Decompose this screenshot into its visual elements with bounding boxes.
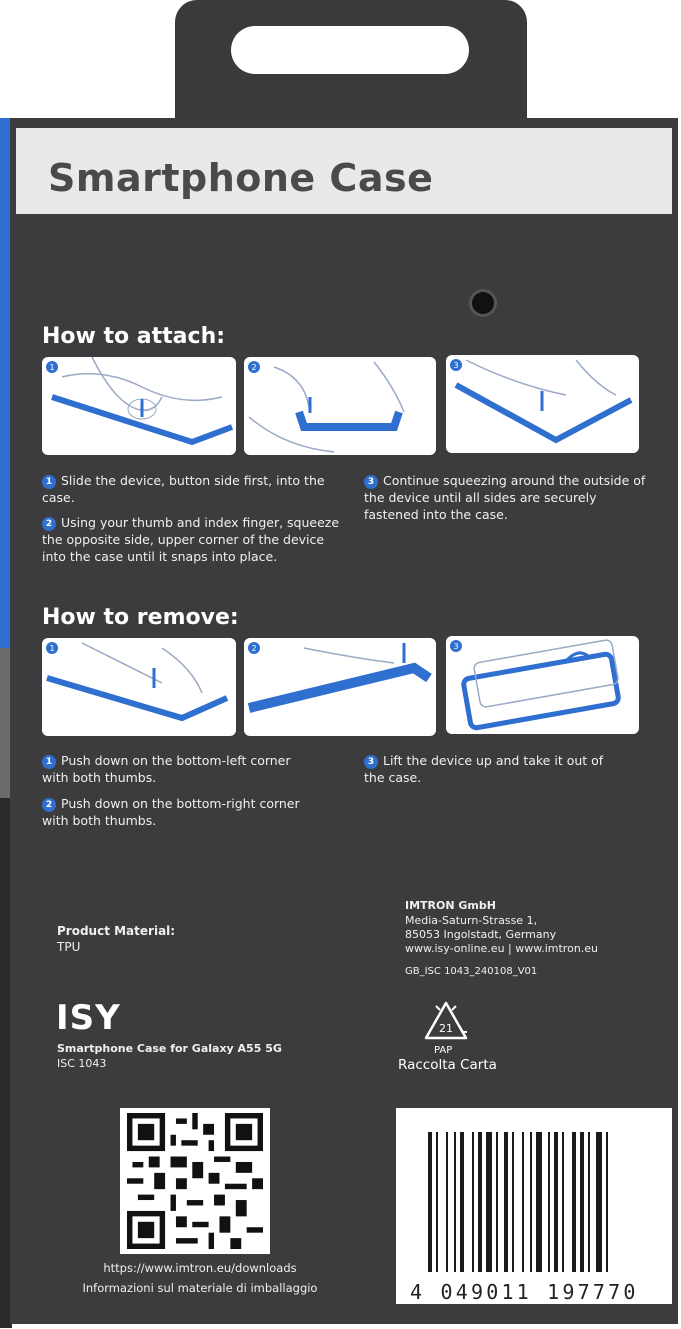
material-value: TPU xyxy=(57,940,81,954)
company-street: Media-Saturn-Strasse 1, xyxy=(405,914,538,927)
qr-code xyxy=(120,1108,270,1254)
attach-step-2-text: Using your thumb and index finger, squeeze the opposite side, upper corner of the device into the case until it snaps into place. xyxy=(42,515,340,564)
attach-step-3 xyxy=(364,472,654,523)
remove-illustration-3-drawing xyxy=(446,636,639,734)
recycle-number: 21 xyxy=(439,1022,453,1035)
attach-illustration-1-drawing xyxy=(42,357,236,455)
euro-hole xyxy=(472,292,494,314)
recycle-label: Raccolta Carta xyxy=(398,1057,497,1073)
remove-step-3 xyxy=(364,752,624,786)
remove-step-1 xyxy=(42,752,312,786)
remove-panel-num-1: 1 xyxy=(49,644,55,653)
remove-illustration-1 xyxy=(42,638,236,736)
isy-logo: ISY xyxy=(56,998,121,1038)
barcode-label xyxy=(396,1108,672,1304)
step-number-badge: 2 xyxy=(42,798,56,812)
step-number-badge: 1 xyxy=(42,475,56,489)
remove-illustration-2 xyxy=(244,638,436,736)
remove-panel-num-2: 2 xyxy=(251,644,257,653)
attach-illustration-3-drawing xyxy=(446,355,639,453)
hang-hole xyxy=(231,26,469,74)
remove-illustration-1-drawing xyxy=(42,638,236,736)
attach-step-1-text: Slide the device, button side first, into the case. xyxy=(42,473,325,505)
document-code: GB_ISC 1043_240108_V01 xyxy=(405,966,538,977)
remove-step-2-text: Push down on the bottom-right corner with both thumbs. xyxy=(42,796,300,828)
product-title: Smartphone Case xyxy=(48,156,434,200)
recycle-code: PAP xyxy=(434,1045,453,1056)
step-number-badge: 1 xyxy=(42,755,56,769)
attach-step-3-text: Continue squeezing around the outside of the device until all sides are securely fastened into the case. xyxy=(364,473,646,522)
company-city: 85053 Ingolstadt, Germany xyxy=(405,928,557,941)
barcode-bars xyxy=(396,1132,672,1298)
company-web: www.isy-online.eu | www.imtron.eu xyxy=(405,942,599,955)
attach-illustration-2-drawing xyxy=(244,357,436,455)
remove-heading: How to remove: xyxy=(42,605,239,630)
packaging-note: Informazioni sul materiale di imballaggio xyxy=(82,1281,318,1295)
step-number-badge: 2 xyxy=(42,517,56,531)
company-name: IMTRON GmbH xyxy=(405,899,496,912)
remove-panel-num-3: 3 xyxy=(453,642,459,651)
material-label: Product Material: xyxy=(57,924,176,938)
step-number-badge: 3 xyxy=(364,475,378,489)
product-name: Smartphone Case for Galaxy A55 5G xyxy=(57,1042,282,1055)
qr-code-pattern xyxy=(127,1113,263,1249)
attach-panel-num-3: 3 xyxy=(453,361,459,370)
remove-step-2 xyxy=(42,795,312,829)
recycle-icon xyxy=(422,1000,470,1044)
product-model: ISC 1043 xyxy=(57,1057,107,1070)
attach-panel-num-2: 2 xyxy=(251,363,257,372)
attach-illustration-1 xyxy=(42,357,236,455)
hang-tab xyxy=(175,0,527,130)
attach-step-2 xyxy=(42,514,342,565)
remove-step-1-text: Push down on the bottom-left corner with both thumbs. xyxy=(42,753,291,785)
remove-illustration-2-drawing xyxy=(244,638,436,736)
barcode-digits: 4 049011 197770 xyxy=(410,1280,639,1304)
remove-illustration-3 xyxy=(446,636,639,734)
step-number-badge: 3 xyxy=(364,755,378,769)
remove-step-3-text: Lift the device up and take it out of the case. xyxy=(364,753,604,785)
attach-heading: How to attach: xyxy=(42,324,226,349)
attach-illustration-3 xyxy=(446,355,639,453)
attach-illustration-2 xyxy=(244,357,436,455)
downloads-url: https://www.imtron.eu/downloads xyxy=(103,1261,297,1275)
attach-panel-num-1: 1 xyxy=(49,363,55,372)
attach-step-1 xyxy=(42,472,342,506)
